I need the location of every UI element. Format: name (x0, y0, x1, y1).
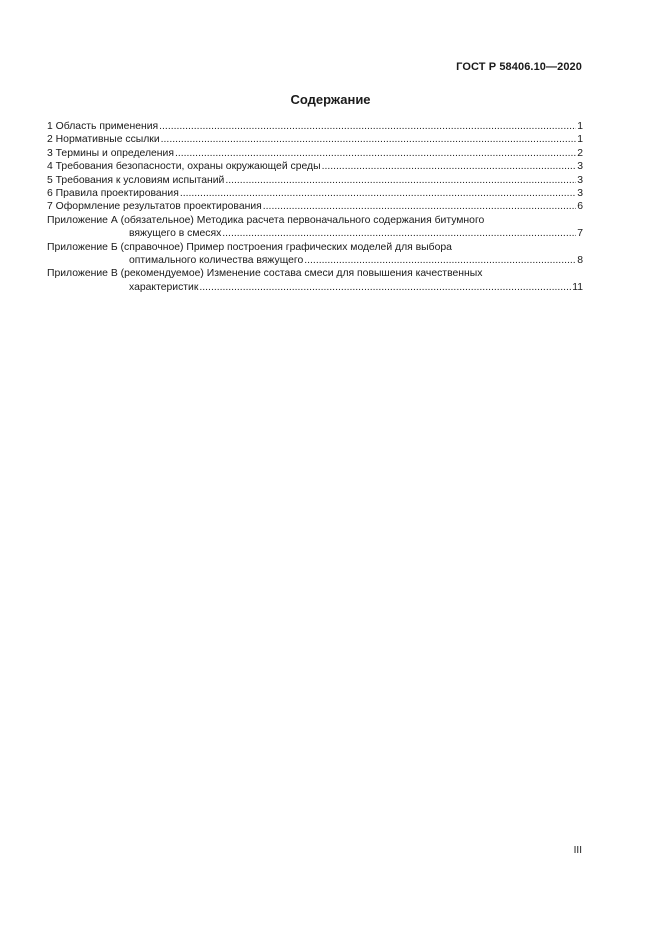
toc-entry-text: Приложение В (рекомендуемое) Изменение состава смеси для повышения качественных (47, 268, 483, 280)
toc-entry-4[interactable] (47, 160, 583, 173)
toc-entry-6[interactable] (47, 187, 583, 200)
toc-entry-page: 3 (577, 161, 583, 173)
toc-entry-text: 4 Требования безопасности, охраны окружающей среды (47, 161, 321, 173)
dot-leader (175, 147, 576, 160)
toc-entry-text: 2 Нормативные ссылки (47, 134, 160, 146)
dot-leader (225, 174, 576, 187)
table-of-contents (47, 120, 583, 294)
toc-entry-appendix-b[interactable] (47, 241, 583, 268)
toc-entry-text-continued: характеристик (129, 281, 199, 293)
dot-leader (222, 227, 576, 240)
page-title: Содержание (290, 92, 371, 107)
toc-entry-text: 3 Термины и определения (47, 147, 174, 159)
toc-entry-2[interactable] (47, 133, 583, 146)
dot-leader (180, 187, 576, 200)
dot-leader (159, 120, 576, 133)
document-code: ГОСТ Р 58406.10—2020 (456, 61, 582, 73)
toc-entry-text: 6 Правила проектирования (47, 188, 179, 200)
toc-entry-text: 7 Оформление результатов проектирования (47, 201, 262, 213)
toc-entry-page: 3 (577, 174, 583, 186)
dot-leader (304, 254, 576, 267)
toc-entry-page: 3 (577, 188, 583, 200)
dot-leader (322, 160, 577, 173)
toc-entry-text: Приложение А (обязательное) Методика расчета первоначального содержания битумного (47, 214, 485, 226)
toc-entry-text: 1 Область применения (47, 121, 159, 132)
toc-entry-page: 1 (577, 121, 583, 132)
toc-entry-page: 2 (577, 147, 583, 159)
toc-entry-text-continued: оптимального количества вяжущего (129, 255, 304, 267)
toc-entry-appendix-a[interactable] (47, 214, 583, 241)
toc-entry-text-continued: вяжущего в смесях (129, 228, 222, 240)
toc-entry-page: 11 (572, 281, 583, 293)
toc-entry-page: 6 (577, 201, 583, 213)
toc-entry-text: Приложение Б (справочное) Пример построения графических моделей для выбора (47, 241, 452, 253)
toc-entry-appendix-v[interactable] (47, 267, 583, 294)
dot-leader (199, 281, 571, 294)
toc-entry-page: 8 (577, 255, 583, 267)
toc-entry-1[interactable] (47, 120, 583, 133)
toc-entry-text: 5 Требования к условиям испытаний (47, 174, 225, 186)
toc-entry-page: 7 (577, 228, 583, 240)
page-number: III (573, 845, 582, 856)
dot-leader (161, 133, 577, 146)
toc-entry-7[interactable] (47, 200, 583, 213)
toc-entry-page: 1 (577, 134, 583, 146)
toc-entry-5[interactable] (47, 174, 583, 187)
toc-entry-3[interactable] (47, 147, 583, 160)
dot-leader (263, 200, 576, 213)
